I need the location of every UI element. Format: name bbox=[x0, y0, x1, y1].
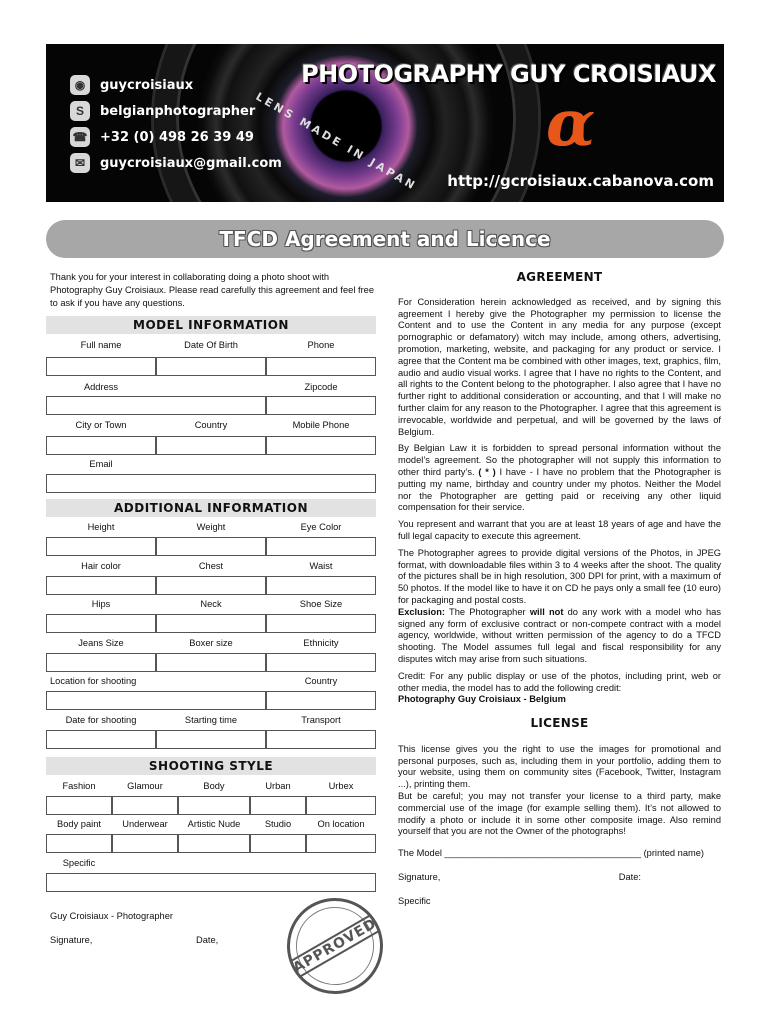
jeans-size-field[interactable] bbox=[46, 653, 156, 672]
style-body-paint-label: Body paint bbox=[57, 819, 101, 829]
alpha-logo-icon: α bbox=[546, 86, 596, 161]
email-label: Email bbox=[89, 459, 113, 469]
instagram-handle: guycroisiaux bbox=[100, 77, 194, 93]
ethnicity-label: Ethnicity bbox=[303, 638, 339, 648]
jeans-size-label: Jeans Size bbox=[78, 638, 124, 648]
mobile-phone-label: Mobile Phone bbox=[292, 420, 350, 430]
additional-info-heading: ADDITIONAL INFORMATION bbox=[46, 499, 376, 517]
exclusion-will-not: will not bbox=[529, 606, 564, 617]
waist-label: Waist bbox=[309, 561, 333, 571]
style-body-checkbox[interactable] bbox=[178, 796, 250, 815]
shoe-size-label: Shoe Size bbox=[299, 599, 343, 609]
style-artistic-nude-label: Artistic Nude bbox=[187, 819, 241, 829]
contact-skype bbox=[70, 100, 255, 122]
location-field[interactable] bbox=[46, 691, 266, 710]
location-label: Location for shooting bbox=[50, 676, 137, 686]
eye-color-field[interactable] bbox=[266, 537, 376, 556]
agreement-paragraph-2 bbox=[398, 443, 721, 514]
style-artistic-nude-checkbox[interactable] bbox=[178, 834, 250, 853]
license-paragraph-1: This license gives you the right to use the images for promotional and personal purposes, such as, including them in your portfolio, adding them to your website, using them on community sites (Facebook, Twitter, Instagram ...), printing them. bbox=[398, 743, 721, 790]
zipcode-label: Zipcode bbox=[304, 382, 338, 392]
neck-field[interactable] bbox=[156, 614, 266, 633]
full-name-field[interactable] bbox=[46, 357, 156, 376]
style-glamour-label: Glamour bbox=[127, 781, 163, 791]
hips-label: Hips bbox=[91, 599, 111, 609]
transport-label: Transport bbox=[301, 715, 341, 725]
weight-field[interactable] bbox=[156, 537, 266, 556]
boxer-size-label: Boxer size bbox=[189, 638, 233, 648]
agreement-paragraph-1: For Consideration herein acknowledged as received, and by signing this agreement I hereby give the Photographer my permission to license the Content and to use the Content in any media for any purpose (except pornographic or defamatory) witch may include, among others, advertising, promotion, marketing, website, and packaging for any product or service. I agree that the Content ma be combined with other images, text, graphics, film, audio and audio visual works. I agree that I have no rights to the Content, and all rights to the Content belong to the photographer. I also agree that I have no further right to additional consideration or accounting, and that I will make no further claim for any reason to the Photographer. I agree that this agreement is irrevocable, worldwide and perpetual, and will be governed by the laws of Belgium. bbox=[398, 296, 721, 437]
shooting-country-field[interactable] bbox=[266, 691, 376, 710]
city-label: City or Town bbox=[75, 420, 127, 430]
ethnicity-field[interactable] bbox=[266, 653, 376, 672]
website-link[interactable]: http://gcroisiaux.cabanova.com bbox=[447, 172, 714, 190]
banner-title: PHOTOGRAPHY GUY CROISIAUX bbox=[301, 60, 716, 88]
photographer-date-label: Date, bbox=[196, 935, 219, 945]
country-field[interactable] bbox=[156, 436, 266, 455]
privacy-mark: ( * ) bbox=[478, 466, 496, 477]
weight-label: Weight bbox=[196, 522, 226, 532]
contact-email bbox=[70, 152, 282, 174]
mobile-phone-field[interactable] bbox=[266, 436, 376, 455]
chest-field[interactable] bbox=[156, 576, 266, 595]
style-urbex-checkbox[interactable] bbox=[306, 796, 376, 815]
boxer-size-field[interactable] bbox=[156, 653, 266, 672]
style-studio-label: Studio bbox=[264, 819, 292, 829]
style-studio-checkbox[interactable] bbox=[250, 834, 306, 853]
license-heading: LICENSE bbox=[530, 716, 589, 731]
full-name-label: Full name bbox=[80, 340, 122, 350]
model-signature-label: Signature, bbox=[398, 872, 441, 883]
address-field[interactable] bbox=[46, 396, 266, 415]
header-banner bbox=[46, 44, 724, 202]
style-body-label: Body bbox=[203, 781, 225, 791]
height-field[interactable] bbox=[46, 537, 156, 556]
shooting-country-label: Country bbox=[304, 676, 338, 686]
date-of-birth-field[interactable] bbox=[156, 357, 266, 376]
model-specific-label: Specific bbox=[398, 895, 431, 906]
document-title: TFCD Agreement and Licence bbox=[219, 227, 551, 251]
privacy-choice-text: I have - I have no problem that the Photographer is putting my name, birthday and country under my photos. Neither the Model nor the Photographer are getting paid or receiving any other liquid compensation for their service. bbox=[398, 466, 721, 513]
agreement-column bbox=[398, 272, 721, 908]
address-label: Address bbox=[83, 382, 119, 392]
exclusion-text-b: do any work with a model who has signed any form of exclusive contract or non-compete contract with a model agency, worldwide, without written permission of the agency to do a TFCD shooting. The Model assumes full legal and fiscal responsibility for any disputes witch may arise from such situations. bbox=[398, 606, 721, 664]
country-label: Country bbox=[194, 420, 228, 430]
shooting-date-field[interactable] bbox=[46, 730, 156, 749]
document-title-bar bbox=[46, 220, 724, 258]
phone-icon: ☎ bbox=[70, 127, 90, 147]
eye-color-label: Eye Color bbox=[300, 522, 342, 532]
style-urbex-label: Urbex bbox=[328, 781, 354, 791]
style-fashion-checkbox[interactable] bbox=[46, 796, 112, 815]
email-icon: ✉ bbox=[70, 153, 90, 173]
style-glamour-checkbox[interactable] bbox=[112, 796, 178, 815]
style-urban-label: Urban bbox=[265, 781, 291, 791]
style-underwear-label: Underwear bbox=[122, 819, 168, 829]
style-fashion-label: Fashion bbox=[62, 781, 96, 791]
exclusion-text-a: The Photographer bbox=[449, 606, 526, 617]
intro-text: Thank you for your interest in collaborating doing a photo shoot with Photography Guy Croisiaux. Please read carefully this agreement and feel free to ask if you have any questions. bbox=[50, 272, 375, 308]
privacy-text: By Belgian Law it is forbidden to spread personal information without the model’s agreement. So the photographer will not supply this information to other third party’s. bbox=[398, 443, 721, 477]
specific-style-label: Specific bbox=[62, 858, 96, 868]
email-address: guycroisiaux@gmail.com bbox=[100, 155, 282, 171]
model-printed-name-line[interactable]: The Model ______________________________________ (printed name) bbox=[398, 848, 705, 859]
skype-icon: S bbox=[70, 101, 90, 121]
approved-stamp-inner-ring bbox=[282, 893, 389, 1000]
style-urban-checkbox[interactable] bbox=[250, 796, 306, 815]
lens-inscription: LENS MADE IN JAPAN bbox=[253, 90, 420, 194]
credit-line: Photography Guy Croisiaux - Belgium bbox=[398, 694, 566, 705]
style-on-location-checkbox[interactable] bbox=[306, 834, 376, 853]
style-underwear-checkbox[interactable] bbox=[112, 834, 178, 853]
shooting-date-label: Date for shooting bbox=[65, 715, 137, 725]
contact-instagram bbox=[70, 74, 193, 96]
photographer-signature-label: Signature, bbox=[50, 935, 93, 945]
starting-time-field[interactable] bbox=[156, 730, 266, 749]
style-body-paint-checkbox[interactable] bbox=[46, 834, 112, 853]
transport-field[interactable] bbox=[266, 730, 376, 749]
instagram-icon: ◉ bbox=[70, 75, 90, 95]
phone-number: +32 (0) 498 26 39 49 bbox=[100, 129, 254, 145]
specific-style-field[interactable] bbox=[46, 873, 376, 892]
height-label: Height bbox=[87, 522, 115, 532]
phone-label: Phone bbox=[307, 340, 335, 350]
chest-label: Chest bbox=[198, 561, 224, 571]
shooting-style-heading: SHOOTING STYLE bbox=[46, 757, 376, 775]
model-date-label: Date: bbox=[618, 872, 641, 883]
license-paragraph-2: But be careful; you may not transfer your license to a third party, make commercial use of the image (for example selling them). It’s not allowed to modify a photo or include it in some other composite image. Also remind yourself that you are not the Owner of the photographs! bbox=[398, 791, 721, 837]
photographer-name: Guy Croisiaux - Photographer bbox=[50, 911, 173, 921]
hair-color-field[interactable] bbox=[46, 576, 156, 595]
style-on-location-label: On location bbox=[317, 819, 365, 829]
date-of-birth-label: Date Of Birth bbox=[184, 340, 238, 350]
phone-field[interactable] bbox=[266, 357, 376, 376]
hips-field[interactable] bbox=[46, 614, 156, 633]
agreement-paragraph-6: Credit: For any public display or use of the photos, including print, web or other media, the model has to add the following credit: bbox=[398, 670, 721, 693]
agreement-paragraph-4: The Photographer agrees to provide digital versions of the Photos, in JPEG format, with downloadable files within 3 to 4 weeks after the shoot. The quality of the pictures shall be in high resolution, 300 DPI for print, with a maximum of 50 photos. If the model like to have it on CD he pays only a small fee (10 euro) for packaging and postal costs. bbox=[398, 547, 721, 605]
approved-stamp bbox=[269, 880, 400, 1011]
hair-color-label: Hair color bbox=[81, 561, 121, 571]
contact-phone bbox=[70, 126, 254, 148]
model-info-heading: MODEL INFORMATION bbox=[46, 316, 376, 334]
waist-field[interactable] bbox=[266, 576, 376, 595]
neck-label: Neck bbox=[200, 599, 222, 609]
starting-time-label: Starting time bbox=[184, 715, 238, 725]
skype-handle: belgianphotographer bbox=[100, 103, 256, 119]
model-signature-row bbox=[398, 872, 721, 884]
agreement-paragraph-5 bbox=[398, 607, 721, 666]
agreement-heading: AGREEMENT bbox=[516, 270, 603, 284]
shoe-size-field[interactable] bbox=[266, 614, 376, 633]
zipcode-field[interactable] bbox=[266, 396, 376, 415]
city-field[interactable] bbox=[46, 436, 156, 455]
agreement-paragraph-3: You represent and warrant that you are at least 18 years of age and have the full legal capacity to execute this agreement. bbox=[398, 519, 721, 541]
exclusion-label: Exclusion: bbox=[398, 606, 446, 617]
approved-stamp-text: APPROVED bbox=[290, 915, 380, 977]
email-field[interactable] bbox=[46, 474, 376, 493]
